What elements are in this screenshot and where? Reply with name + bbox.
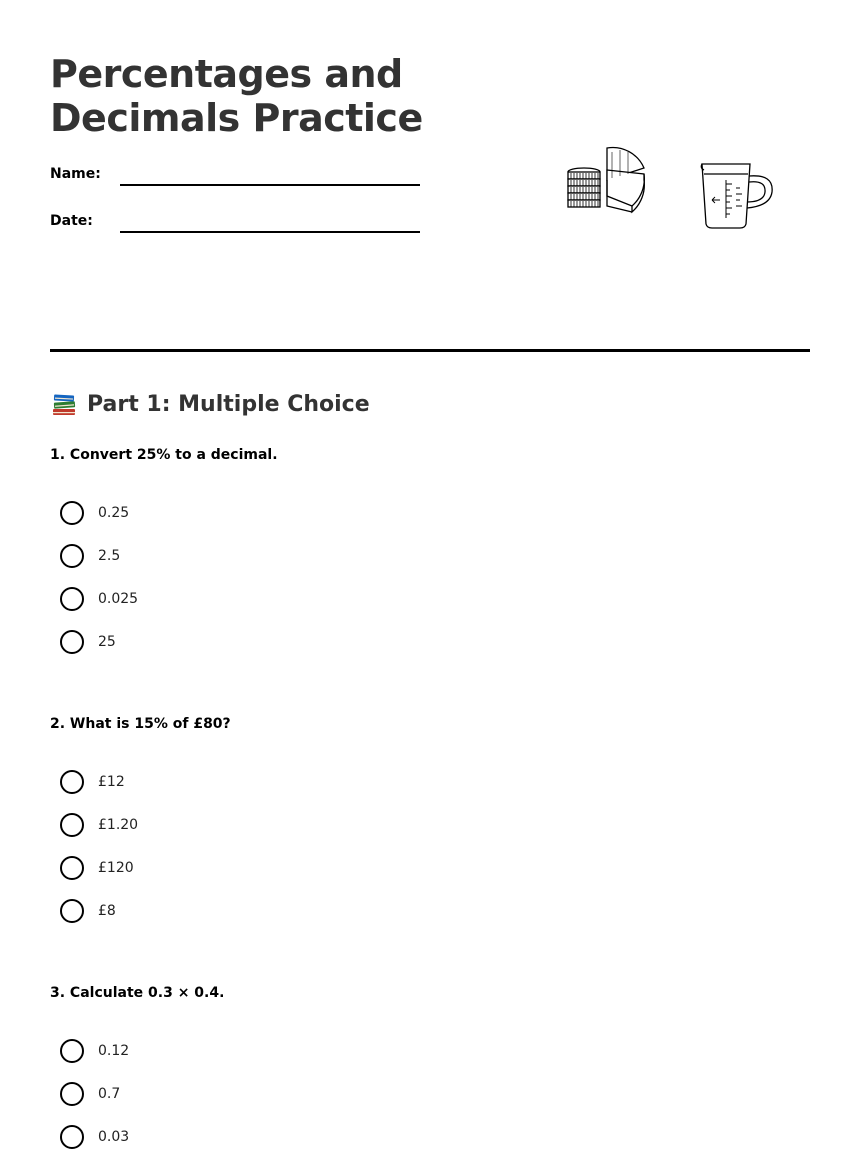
answer-option[interactable] [60, 813, 138, 856]
radio-button[interactable] [60, 813, 84, 837]
answer-options [60, 501, 138, 673]
radio-button[interactable] [60, 1039, 84, 1063]
option-label: 0.03 [98, 1129, 130, 1145]
radio-button[interactable] [60, 770, 84, 794]
option-label: 2.5 [98, 548, 121, 564]
date-label: Date: [50, 213, 93, 229]
name-label: Name: [50, 166, 101, 182]
answer-option[interactable] [60, 856, 138, 899]
answer-option[interactable] [60, 899, 138, 942]
answer-options [60, 1039, 129, 1168]
header-divider [50, 349, 810, 352]
question-1 [50, 445, 810, 650]
option-label: £120 [98, 860, 134, 876]
worksheet-title [50, 52, 423, 140]
question-text: 2. What is 15% of £80? [50, 716, 231, 732]
answer-option[interactable] [60, 1125, 129, 1168]
option-label: 0.25 [98, 505, 130, 521]
date-write-line[interactable] [120, 231, 420, 233]
option-label: 25 [98, 634, 116, 650]
pie-chart-icon [607, 148, 644, 212]
answer-option[interactable] [60, 1082, 129, 1125]
answer-option[interactable] [60, 770, 138, 813]
radio-button[interactable] [60, 856, 84, 880]
title-line-2: Decimals Practice [50, 96, 423, 140]
radio-button[interactable] [60, 630, 84, 654]
radio-button[interactable] [60, 899, 84, 923]
radio-button[interactable] [60, 501, 84, 525]
answer-option[interactable] [60, 501, 138, 544]
measuring-jug-illustration [696, 158, 780, 230]
radio-button[interactable] [60, 1125, 84, 1149]
answer-option[interactable] [60, 630, 138, 673]
answer-option[interactable] [60, 587, 138, 630]
answer-option[interactable] [60, 544, 138, 587]
coin-stack-icon [568, 168, 600, 207]
question-text: 1. Convert 25% to a decimal. [50, 447, 278, 463]
title-line-1: Percentages and [50, 52, 403, 96]
section-heading [50, 388, 370, 420]
option-label: £8 [98, 903, 116, 919]
option-label: £12 [98, 774, 125, 790]
option-label: £1.20 [98, 817, 139, 833]
name-field[interactable] [50, 166, 430, 196]
answer-option[interactable] [60, 1039, 129, 1082]
name-write-line[interactable] [120, 184, 420, 186]
radio-button[interactable] [60, 544, 84, 568]
radio-button[interactable] [60, 1082, 84, 1106]
option-label: 0.12 [98, 1043, 130, 1059]
coins-and-pie-chart-illustration [562, 140, 652, 215]
option-label: 0.025 [98, 591, 139, 607]
question-3 [50, 983, 810, 1145]
answer-options [60, 770, 138, 942]
question-text: 3. Calculate 0.3 × 0.4. [50, 985, 225, 1001]
section-heading-text: Part 1: Multiple Choice [87, 391, 370, 417]
radio-button[interactable] [60, 587, 84, 611]
question-2 [50, 714, 810, 919]
option-label: 0.7 [98, 1086, 121, 1102]
date-field[interactable] [50, 213, 430, 243]
books-icon [50, 390, 78, 418]
